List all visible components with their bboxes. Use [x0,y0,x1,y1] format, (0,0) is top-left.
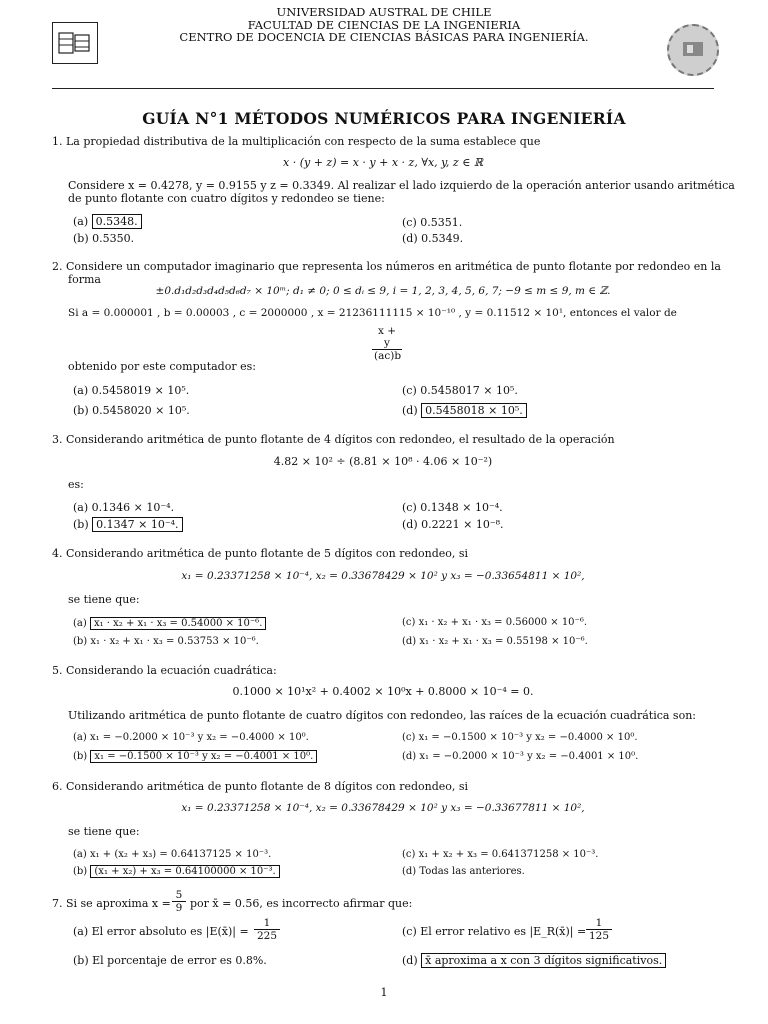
page-title: GUÍA N°1 MÉTODOS NUMÉRICOS PARA INGENIERÍA [142,109,626,128]
q4-answer-box: x₁ · x₂ + x₁ · x₃ = 0.54000 × 10⁻⁶. [90,617,266,630]
q3-option-a[interactable]: (a) 0.1346 × 10⁻⁴. [73,501,175,514]
page-number: 1 [380,986,388,999]
q7-a-fraction: $\frac{1}{225}$ [254,917,280,942]
q3-formula: 4.82 × 10² ÷ (8.81 × 10⁸ · 4.06 × 10⁻²) [273,455,493,468]
q7-option-b[interactable]: (b) El porcentaje de error es 0.8%. [73,954,267,967]
institution-header [0,6,768,44]
q3-answer-box: 0.1347 × 10⁻⁴. [92,517,182,532]
header-center: CENTRO DE DOCENCIA DE CIENCIAS BÁSICAS PARA INGENIERÍA. [179,30,589,44]
q6-answer-box: (x₁ + x₂) + x₃ = 0.64100000 × 10⁻³. [90,865,279,878]
center-seal-icon [667,24,719,76]
q5-stem: 5. Considerando la ecuación cuadrática: [52,664,277,677]
q5-text: Utilizando aritmética de punto flotante de cuatro dígitos con redondeo, las raíces de la ecuación cuadrática son: [68,709,696,722]
q4-text: se tiene que: [68,593,140,606]
q7-c-fraction: $\frac{1}{125}$ [586,917,612,942]
q5-option-a[interactable]: (a) x₁ = −0.2000 × 10⁻³ y x₂ = −0.4000 × 10⁰. [73,732,309,743]
q2-option-d[interactable]: (d) 0.5458018 × 10⁵. [402,404,527,417]
q1-text1: Considere x = 0.4278, y = 0.9155 y z = 0.3349. Al realizar el lado izquierdo de la operación anterior usando aritmética [68,179,735,192]
q1-text2: de punto flotante con cuatro dígitos y redondeo se tiene: [68,192,385,205]
q1-option-d[interactable]: (d) 0.5349. [402,232,464,245]
q4-formula: x₁ = 0.23371258 × 10⁻⁴, x₂ = 0.33678429 × 10² y x₃ = −0.33654811 × 10², [181,570,585,582]
q4-stem: 4. Considerando aritmética de punto flotante de 5 dígitos con redondeo, si [52,547,469,560]
q2-option-a[interactable]: (a) 0.5458019 × 10⁵. [73,384,190,397]
q2-text: Si a = 0.000001 , b = 0.00003 , c = 2000000 , x = 21236111115 × 10⁻¹⁰ , y = 0.11512 × 10¹, entonces el valor de [68,307,677,319]
q6-option-d[interactable]: (d) Todas las anteriores. [402,866,525,877]
q3-option-c[interactable]: (c) 0.1348 × 10⁻⁴. [402,501,503,514]
q7-answer-box: x̄ aproxima a x con 3 dígitos significativos. [421,953,666,968]
q1-stem: 1. La propiedad distributiva de la multiplicación con respecto de la suma establece que [52,135,541,148]
q6-stem: 6. Considerando aritmética de punto flotante de 8 dígitos con redondeo, si [52,780,469,793]
q4-option-b[interactable]: (b) x₁ · x₂ + x₁ · x₃ = 0.53753 × 10⁻⁶. [73,636,259,647]
q1-option-b[interactable]: (b) 0.5350. [73,232,135,245]
header-faculty: FACULTAD DE CIENCIAS DE LA INGENIERIA [247,17,521,32]
q2-text2: obtenido por este computador es: [68,360,256,373]
q1-option-c[interactable]: (c) 0.5351. [402,216,463,229]
q7-stem-b: por x̄ = 0.56, es incorrecto afirmar que: [190,897,413,910]
header-divider [52,88,714,89]
q2-stem1: 2. Considere un computador imaginario que representa los números en aritmética de punto flotante por redondeo en la [52,260,721,273]
header-university: UNIVERSIDAD AUSTRAL DE CHILE [276,5,492,19]
q3-text: es: [68,478,84,491]
q3-stem: 3. Considerando aritmética de punto flotante de 4 dígitos con redondeo, el resultado de la operación [52,433,615,446]
q5-option-d[interactable]: (d) x₁ = −0.2000 × 10⁻³ y x₂ = −0.4001 × 10⁰. [402,751,639,762]
q6-option-a[interactable]: (a) x₁ + (x₂ + x₃) = 0.64137125 × 10⁻³. [73,849,272,860]
q3-option-b[interactable]: (b) 0.1347 × 10⁻⁴. [73,518,183,531]
q7-option-d[interactable]: (d) x̄ aproxima a x con 3 dígitos significativos. [402,954,666,967]
q7-option-c[interactable]: (c) El error relativo es |E_R(x̄)| = [402,925,587,938]
q2-answer-box: 0.5458018 × 10⁵. [421,403,527,418]
q5-option-b[interactable]: (b) x₁ = −0.1500 × 10⁻³ y x₂ = −0.4001 × 10⁰. [73,751,317,762]
q6-text: se tiene que: [68,825,140,838]
q2-option-b[interactable]: (b) 0.5458020 × 10⁵. [73,404,190,417]
q5-answer-box: x₁ = −0.1500 × 10⁻³ y x₂ = −0.4001 × 10⁰. [90,750,317,763]
q5-option-c[interactable]: (c) x₁ = −0.1500 × 10⁻³ y x₂ = −0.4000 × 10⁰. [402,732,638,743]
q2-option-c[interactable]: (c) 0.5458017 × 10⁵. [402,384,518,397]
q2-formula: ±0.d₁d₂d₃d₄d₅d₆d₇ × 10ᵐ; d₁ ≠ 0; 0 ≤ dᵢ ≤ 9, i = 1, 2, 3, 4, 5, 6, 7; −9 ≤ m ≤ 9, m ∈ ℤ. [155,285,611,297]
q1-answer-box: 0.5348. [92,214,142,229]
q4-option-d[interactable]: (d) x₁ · x₂ + x₁ · x₃ = 0.55198 × 10⁻⁶. [402,636,588,647]
q4-option-c[interactable]: (c) x₁ · x₂ + x₁ · x₃ = 0.56000 × 10⁻⁶. [402,617,588,628]
q6-formula: x₁ = 0.23371258 × 10⁻⁴, x₂ = 0.33678429 × 10² y x₃ = −0.33677811 × 10², [181,802,585,814]
q5-formula: 0.1000 × 10¹x² + 0.4002 × 10⁰x + 0.8000 × 10⁻⁴ = 0. [232,685,534,698]
q7-stem-a: 7. Si se aproxima x = [52,897,171,910]
q1-formula: x · (y + z) = x · y + x · z, ∀x, y, z ∈ ℝ [283,156,483,169]
q7-fraction: $\frac{5}{9}$ [172,889,186,914]
q3-option-d[interactable]: (d) 0.2221 × 10⁻⁸. [402,518,504,531]
q6-option-c[interactable]: (c) x₁ + x₂ + x₃ = 0.641371258 × 10⁻³. [402,849,599,860]
q4-option-a[interactable]: (a) x₁ · x₂ + x₁ · x₃ = 0.54000 × 10⁻⁶. [73,618,266,629]
q2-fraction: $\frac{x + y}{(ac)b}$ [374,325,402,362]
q7-option-a[interactable]: (a) El error absoluto es |E(x̄)| = [73,925,249,938]
q1-option-a[interactable]: (a) 0.5348. [73,215,142,228]
q6-option-b[interactable]: (b) (x₁ + x₂) + x₃ = 0.64100000 × 10⁻³. [73,866,280,877]
q2-stem2: forma [68,273,101,286]
